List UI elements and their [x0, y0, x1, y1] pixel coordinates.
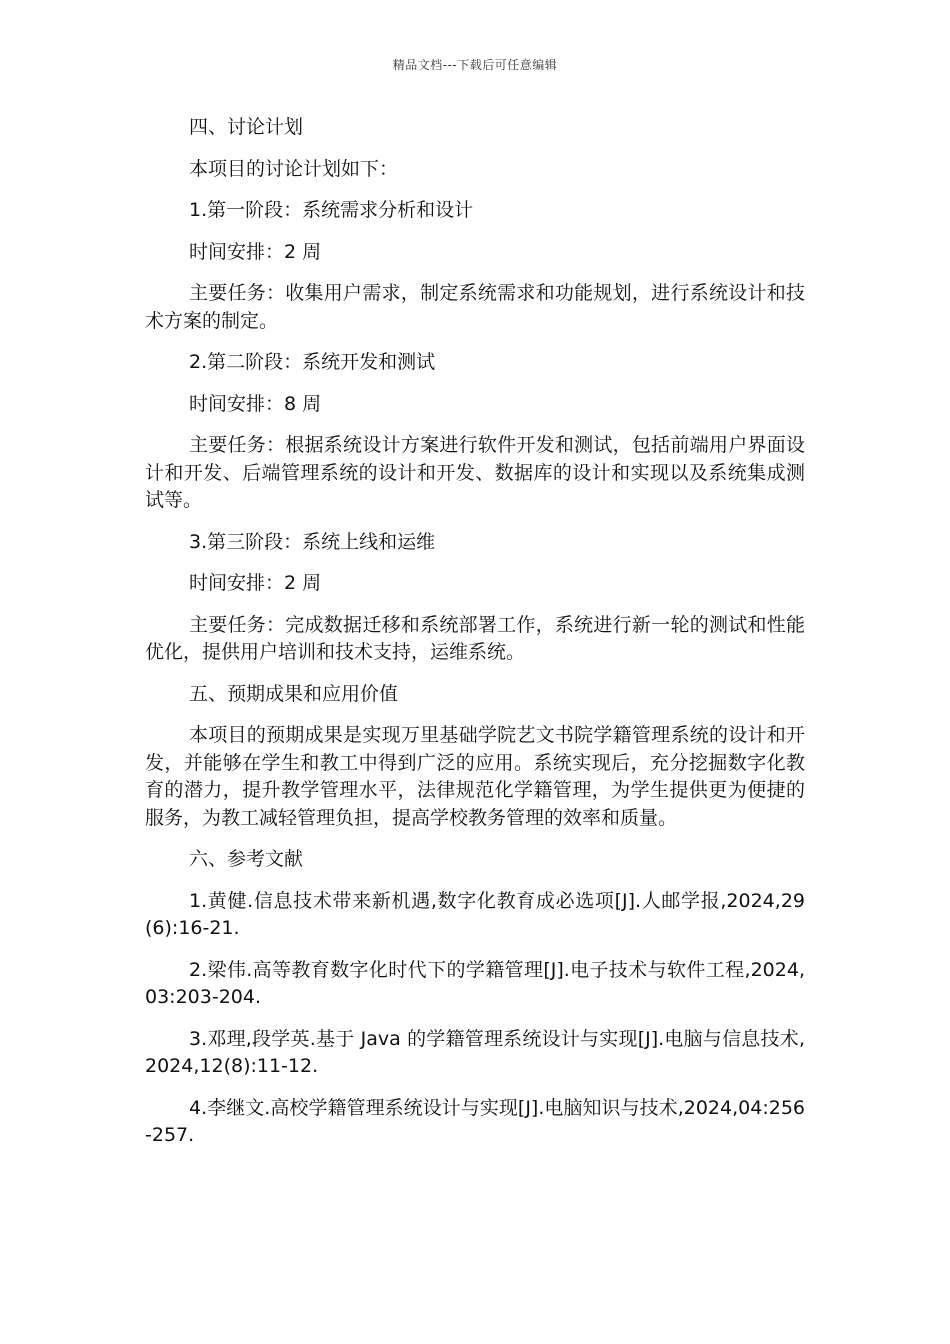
paragraph-plan-intro: 本项目的讨论计划如下：	[189, 157, 399, 180]
phase-3-time: 时间安排：2 周	[189, 572, 322, 594]
reference-item: 2.梁伟.高等教育数字化时代下的学籍管理[J].电子技术与软件工程,2024,03:203-204.	[145, 958, 805, 1008]
reference-item: 1.黄健.信息技术带来新机遇,数字化教育成必选项[J].人邮学报,2024,29(6):16-21.	[145, 889, 805, 939]
phase-1-title: 1.第一阶段：系统需求分析和设计	[189, 199, 474, 221]
paragraph-outcomes: 本项目的预期成果是实现万里基础学院艺文书院学籍管理系统的设计和开发，并能够在学生和教工中得到广泛的应用。系统实现后，充分挖掘数字化教育的潜力，提升教学管理水平，法律规范化学籍管理，为学生提供更为便捷的服务，为教工减轻管理负担，提高学校教务管理的效率和质量。	[145, 724, 805, 829]
phase-1-time: 时间安排：2 周	[189, 240, 322, 263]
phase-3-title: 3.第三阶段：系统上线和运维	[189, 530, 436, 553]
reference-item: 3.邓理,段学英.基于 Java 的学籍管理系统设计与实现[J].电脑与信息技术,2024,12(8):11-12.	[145, 1027, 805, 1077]
section-heading-plan: 四、讨论计划	[189, 116, 304, 138]
phase-3-task: 主要任务：完成数据迁移和系统部署工作，系统进行新一轮的测试和性能优化，提供用户培训和技术支持，运维系统。	[145, 613, 805, 663]
section-heading-references: 六、参考文献	[189, 848, 304, 870]
document-body	[145, 114, 805, 1164]
phase-2-time: 时间安排：8 周	[189, 392, 322, 415]
phase-1-task: 主要任务：收集用户需求，制定系统需求和功能规划，进行系统设计和技术方案的制定。	[145, 282, 805, 332]
reference-item: 4.李继文.高校学籍管理系统设计与实现[J].电脑知识与技术,2024,04:256-257.	[145, 1096, 805, 1146]
section-heading-outcomes: 五、预期成果和应用价值	[189, 682, 399, 705]
page-header: 精品文档---下载后可任意编辑	[392, 58, 558, 72]
phase-2-task: 主要任务：根据系统设计方案进行软件开发和测试，包括前端用户界面设计和开发、后端管理系统的设计和开发、数据库的设计和实现以及系统集成测试等。	[145, 434, 805, 511]
phase-2-title: 2.第二阶段：系统开发和测试	[189, 351, 436, 373]
